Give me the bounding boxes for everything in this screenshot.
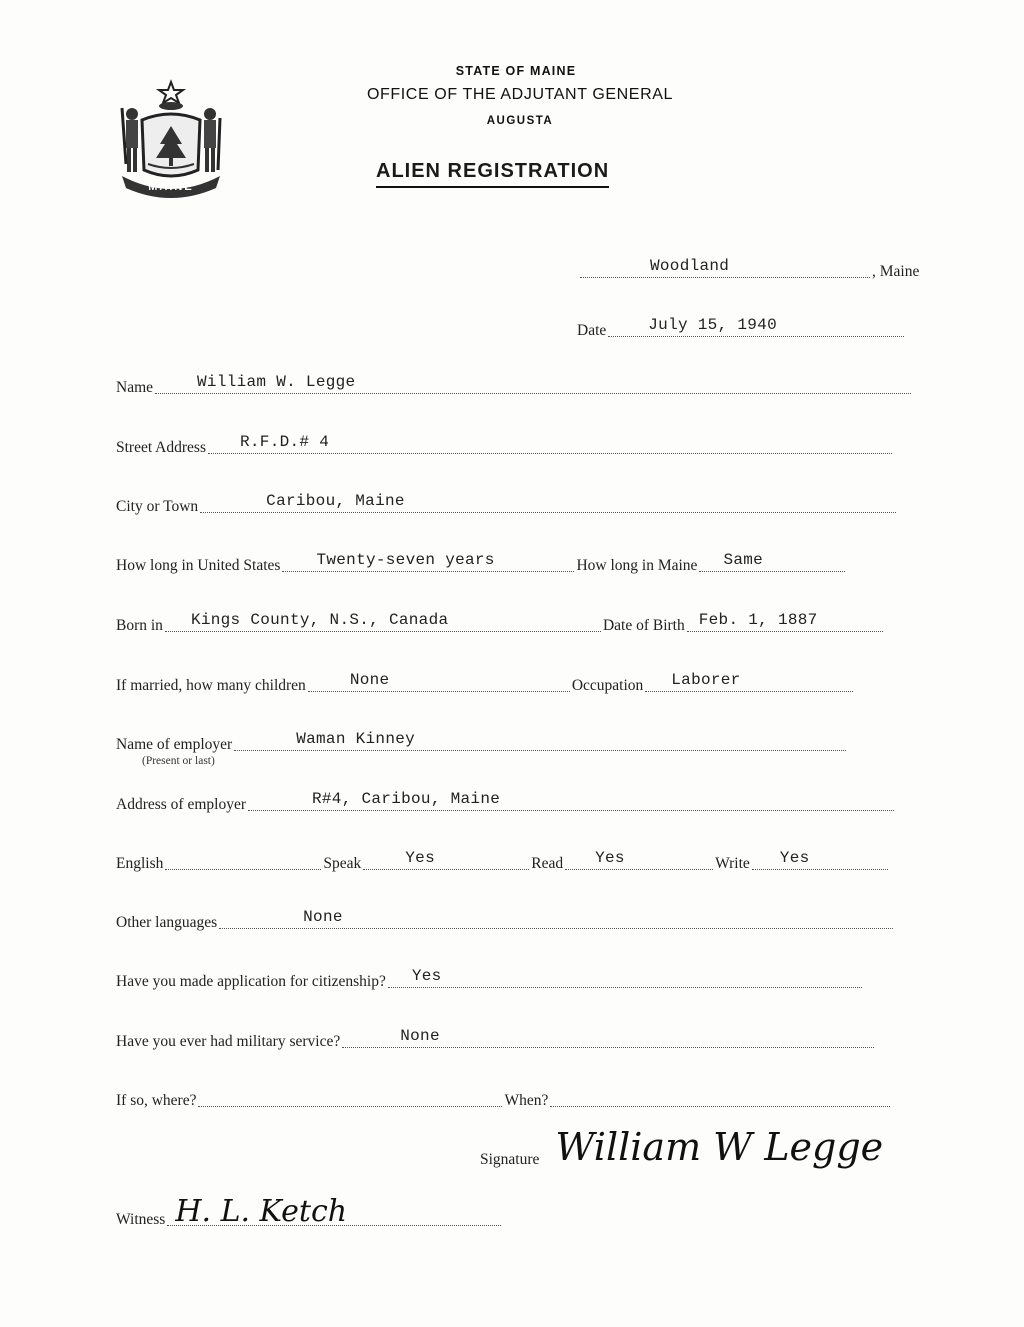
born-field[interactable] bbox=[165, 609, 601, 632]
seal-banner-text: MAINE bbox=[148, 181, 194, 193]
occupation-value: Laborer bbox=[671, 671, 741, 689]
english-label: English bbox=[116, 855, 164, 872]
military-label: Have you ever had military service? bbox=[116, 1033, 341, 1050]
signature-value: William W Legge bbox=[555, 1125, 884, 1169]
other-languages-field[interactable] bbox=[219, 906, 893, 929]
speak-field[interactable] bbox=[363, 847, 529, 870]
city-town-label: City or Town bbox=[116, 498, 199, 515]
date-field[interactable] bbox=[608, 314, 904, 337]
write-field[interactable] bbox=[752, 847, 888, 870]
citizenship-value: Yes bbox=[411, 967, 442, 985]
military-field[interactable] bbox=[342, 1025, 874, 1048]
dob-field[interactable] bbox=[687, 609, 883, 632]
city-town-value: Caribou, Maine bbox=[266, 492, 405, 510]
born-label: Born in bbox=[116, 617, 163, 634]
street-address-label: Street Address bbox=[116, 439, 206, 456]
write-value: Yes bbox=[779, 849, 810, 867]
us-time-label: How long in United States bbox=[116, 557, 281, 574]
header-state: STATE OF MAINE bbox=[455, 64, 577, 78]
place-field[interactable] bbox=[580, 255, 870, 278]
children-field[interactable] bbox=[308, 669, 570, 692]
children-occupation-row bbox=[116, 672, 855, 696]
dob-label: Date of Birth bbox=[602, 617, 685, 634]
where-field[interactable] bbox=[198, 1084, 502, 1107]
citizenship-field[interactable] bbox=[388, 965, 862, 988]
street-address-row bbox=[116, 434, 894, 458]
name-value: William W. Legge bbox=[197, 373, 356, 391]
when-field[interactable] bbox=[550, 1084, 890, 1107]
other-languages-value: None bbox=[303, 908, 343, 926]
street-address-value: R.F.D.# 4 bbox=[239, 433, 330, 451]
birth-row bbox=[116, 612, 885, 636]
date-label: Date bbox=[577, 322, 607, 339]
maine-time-label: How long in Maine bbox=[576, 557, 698, 574]
place-suffix: , Maine bbox=[872, 263, 920, 280]
employer-address-field[interactable] bbox=[248, 788, 894, 811]
form-title: ALIEN REGISTRATION bbox=[376, 160, 609, 188]
employer-address-value: R#4, Caribou, Maine bbox=[312, 790, 501, 808]
children-value: None bbox=[349, 671, 390, 689]
signature-row bbox=[480, 1125, 993, 1170]
employer-label: Name of employer bbox=[116, 736, 233, 753]
signature-field[interactable] bbox=[541, 1125, 991, 1169]
where-label: If so, where? bbox=[116, 1092, 197, 1109]
when-label: When? bbox=[504, 1092, 549, 1109]
name-row bbox=[116, 374, 913, 398]
street-address-field[interactable] bbox=[208, 431, 892, 454]
us-time-value: Twenty-seven years bbox=[316, 551, 495, 569]
speak-label: Speak bbox=[323, 855, 362, 872]
witness-value: H. L. Ketch bbox=[175, 1194, 348, 1229]
employer-row bbox=[116, 731, 848, 755]
speak-value: Yes bbox=[405, 849, 435, 867]
us-time-field[interactable] bbox=[282, 549, 574, 572]
read-field[interactable] bbox=[565, 847, 713, 870]
name-label: Name bbox=[116, 379, 154, 396]
date-row bbox=[577, 317, 906, 341]
header-city: AUGUSTA bbox=[486, 115, 554, 127]
maine-time-value: Same bbox=[723, 551, 764, 569]
maine-time-field[interactable] bbox=[699, 549, 845, 572]
write-label: Write bbox=[715, 855, 750, 872]
employer-address-label: Address of employer bbox=[116, 796, 246, 813]
header-office: OFFICE OF THE ADJUTANT GENERAL bbox=[366, 86, 674, 103]
date-value: July 15, 1940 bbox=[648, 316, 777, 334]
english-row bbox=[116, 850, 890, 874]
citizenship-row bbox=[116, 968, 864, 992]
born-value: Kings County, N.S., Canada bbox=[190, 611, 449, 629]
employer-value: Waman Kinney bbox=[296, 730, 416, 748]
military-value: None bbox=[400, 1027, 440, 1045]
occupation-label: Occupation bbox=[571, 677, 644, 694]
name-field[interactable] bbox=[155, 371, 911, 394]
military-row bbox=[116, 1028, 876, 1052]
place-row bbox=[578, 258, 919, 282]
residency-row bbox=[116, 552, 847, 576]
city-town-row bbox=[116, 493, 898, 517]
witness-label: Witness bbox=[116, 1211, 166, 1228]
city-town-field[interactable] bbox=[200, 490, 896, 513]
english-dots bbox=[165, 847, 321, 870]
other-languages-row bbox=[116, 909, 895, 933]
employer-address-row bbox=[116, 791, 896, 815]
dob-value: Feb. 1, 1887 bbox=[698, 611, 818, 629]
place-value: Woodland bbox=[650, 257, 730, 275]
signature-label: Signature bbox=[480, 1151, 540, 1168]
citizenship-label: Have you made application for citizenship? bbox=[116, 973, 386, 990]
other-languages-label: Other languages bbox=[116, 914, 218, 931]
where-when-row bbox=[116, 1087, 892, 1111]
witness-row bbox=[116, 1194, 503, 1230]
children-label: If married, how many children bbox=[116, 677, 306, 694]
read-label: Read bbox=[531, 855, 564, 872]
employer-sublabel: (Present or last) bbox=[142, 755, 215, 767]
occupation-field[interactable] bbox=[645, 669, 853, 692]
witness-field[interactable] bbox=[167, 1194, 501, 1229]
read-value: Yes bbox=[595, 849, 625, 867]
employer-field[interactable] bbox=[234, 728, 846, 751]
